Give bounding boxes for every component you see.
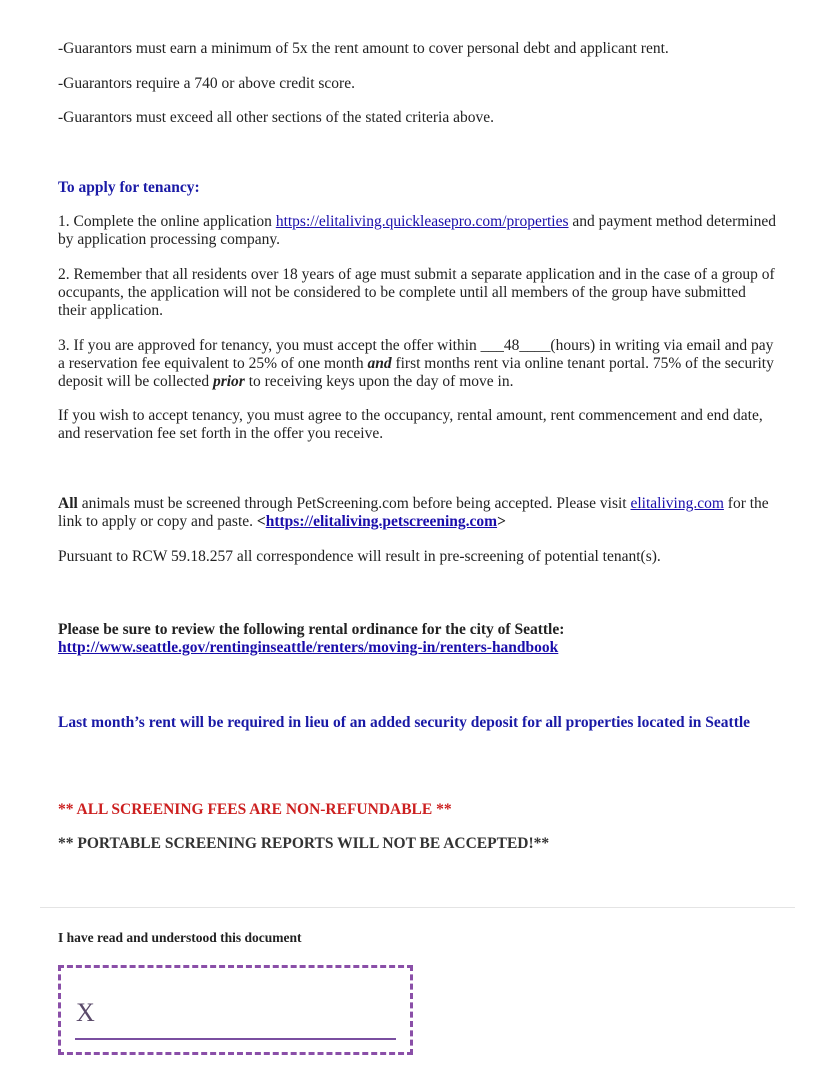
- divider: [40, 907, 795, 908]
- apply-step-1: [58, 213, 778, 249]
- apply-step-3-text-mid: first months rent via online tenant portal. 75% of the security deposit will be collected: [58, 355, 774, 390]
- guarantor-income-text: -Guarantors must earn a minimum of 5x the rent amount to cover personal debt and applicant rent.: [58, 40, 669, 57]
- prior-emphasis: prior: [212, 373, 245, 390]
- apply-step-2: 2. Remember that all residents over 18 years of age must submit a separate application and in the case of a group of occupants, the application will not be considered to be complete until all members of the group have submitted their application.: [58, 266, 775, 319]
- rcw-notice: Pursuant to RCW 59.18.257 all correspondence will result in pre-screening of potential tenant(s).: [58, 548, 661, 565]
- apply-step-3-text: 3. If you are approved for tenancy, you must accept the offer within ___48____(hours) in writing via email and pay a reservation fee equivalent to 25% of one month: [58, 337, 774, 372]
- ordinance-notice: Please be sure to review the following rental ordinance for the city of Seattle:: [58, 621, 565, 638]
- acknowledge-label: I have read and understood this document: [58, 930, 302, 945]
- apply-step-1-text-end: and payment method determined by application processing company.: [58, 213, 776, 248]
- signature-line: [75, 1038, 396, 1040]
- all-emphasis: All: [58, 495, 78, 512]
- petscreening-link[interactable]: https://elitaliving.petscreening.com: [265, 513, 498, 530]
- animals-text-b: for the link to apply or copy and paste.: [58, 495, 769, 530]
- apply-step-1-text: 1. Complete the online application: [58, 213, 276, 230]
- signature-field[interactable]: [58, 965, 413, 1055]
- apply-heading: To apply for tenancy:: [58, 179, 200, 196]
- guarantor-criteria-text: -Guarantors must exceed all other sections of the stated criteria above.: [58, 109, 494, 126]
- signature-x-mark: X: [76, 998, 95, 1027]
- accept-tenancy-text: If you wish to accept tenancy, you must agree to the occupancy, rental amount, rent commencement and end date, and reservation fee set forth in the offer you receive.: [58, 407, 763, 442]
- and-emphasis: and: [367, 355, 392, 372]
- angle-close: >: [497, 513, 506, 530]
- application-link[interactable]: https://elitaliving.quickleasepro.com/properties: [275, 213, 569, 230]
- last-month-rent-notice: Last month’s rent will be required in lieu of an added security deposit for all properties located in Seattle: [58, 714, 751, 731]
- angle-open: <: [256, 513, 266, 530]
- apply-step-3-text-end: to receiving keys upon the day of move in.: [244, 373, 514, 390]
- apply-step-3: [58, 337, 778, 391]
- portable-reports-notice: ** PORTABLE SCREENING REPORTS WILL NOT BE ACCEPTED!**: [58, 835, 550, 852]
- animals-text-a: animals must be screened through PetScreening.com before being accepted. Please visit: [77, 495, 631, 512]
- animals-text: [58, 495, 778, 531]
- seattle-handbook-link[interactable]: http://www.seattle.gov/rentinginseattle/renters/moving-in/renters-handbook: [58, 639, 559, 656]
- non-refundable-notice: ** ALL SCREENING FEES ARE NON-REFUNDABLE **: [58, 801, 452, 818]
- ordinance-link-line: [58, 639, 778, 657]
- guarantor-credit-text: -Guarantors require a 740 or above credit score.: [58, 75, 355, 92]
- elitaliving-link[interactable]: elitaliving.com: [630, 495, 724, 512]
